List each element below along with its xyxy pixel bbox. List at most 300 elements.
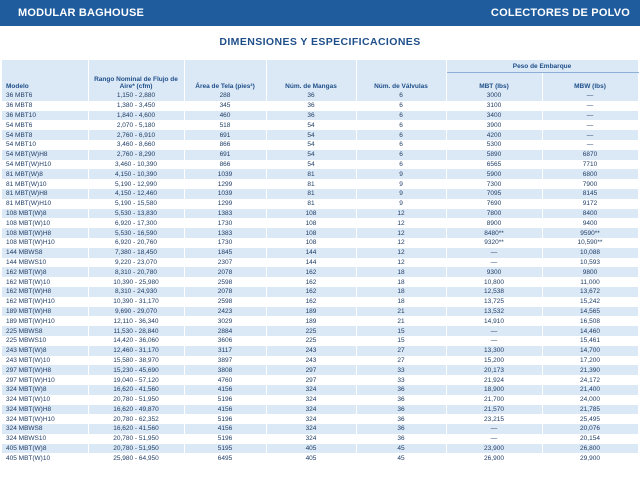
cell-bags: 81 xyxy=(266,189,356,199)
cell-valves: 36 xyxy=(356,385,446,395)
section-title: DIMENSIONES Y ESPECIFICACIONES xyxy=(219,36,421,48)
cell-valves: 9 xyxy=(356,189,446,199)
cell-mbt-weight: 4200 xyxy=(446,130,542,140)
cell-mbt-weight: 3900 xyxy=(446,120,542,130)
cell-mbw-weight: 7900 xyxy=(542,179,638,189)
cell-flow: 15,230 - 45,690 xyxy=(88,365,184,375)
cell-mbw-weight: 25,495 xyxy=(542,414,638,424)
cell-mbt-weight: 13,300 xyxy=(446,346,542,356)
cell-mbw-weight: 10,593 xyxy=(542,258,638,268)
cell-cloth-area: 5195 xyxy=(184,444,266,454)
cell-bags: 405 xyxy=(266,444,356,454)
cell-mbt-weight: 18,900 xyxy=(446,385,542,395)
cell-model: 405 MBT(W)8 xyxy=(2,444,88,454)
cell-valves: 6 xyxy=(356,101,446,111)
cell-mbt-weight: 26,900 xyxy=(446,453,542,463)
cell-mbt-weight: — xyxy=(446,336,542,346)
cell-valves: 18 xyxy=(356,287,446,297)
cell-valves: 9 xyxy=(356,199,446,209)
cell-mbt-weight: 14,910 xyxy=(446,316,542,326)
cell-flow: 1,150 - 2,880 xyxy=(88,91,184,101)
table-row xyxy=(2,346,638,356)
cell-mbt-weight: 6565 xyxy=(446,160,542,170)
cell-mbt-weight: 21,570 xyxy=(446,405,542,415)
col-header-mbt: MBT (lbs) xyxy=(446,73,542,92)
specs-table-container xyxy=(2,60,638,463)
cell-model: 108 MBT(W)H10 xyxy=(2,238,88,248)
table-row xyxy=(2,277,638,287)
cell-model: 324 MBT(W)10 xyxy=(2,395,88,405)
table-row xyxy=(2,150,638,160)
cell-model: 54 MBT6 xyxy=(2,120,88,130)
cell-bags: 54 xyxy=(266,150,356,160)
cell-mbw-weight: — xyxy=(542,91,638,101)
table-row xyxy=(2,385,638,395)
cell-valves: 6 xyxy=(356,150,446,160)
cell-mbt-weight: 21,924 xyxy=(446,375,542,385)
cell-model: 162 MBT(W)10 xyxy=(2,277,88,287)
cell-flow: 16,620 - 41,560 xyxy=(88,424,184,434)
cell-valves: 9 xyxy=(356,169,446,179)
table-row xyxy=(2,405,638,415)
cell-bags: 108 xyxy=(266,228,356,238)
table-row xyxy=(2,316,638,326)
cell-model: 81 MBT(W)10 xyxy=(2,179,88,189)
cell-flow: 5,530 - 13,830 xyxy=(88,209,184,219)
cell-flow: 10,390 - 25,980 xyxy=(88,277,184,287)
cell-mbw-weight: 9172 xyxy=(542,199,638,209)
cell-model: 54 MBT(W)H10 xyxy=(2,160,88,170)
cell-valves: 15 xyxy=(356,326,446,336)
cell-valves: 33 xyxy=(356,375,446,385)
cell-mbt-weight: 20,173 xyxy=(446,365,542,375)
cell-flow: 9,690 - 29,070 xyxy=(88,307,184,317)
cell-model: 162 MBT(W)H8 xyxy=(2,287,88,297)
cell-mbw-weight: 16,508 xyxy=(542,316,638,326)
cell-bags: 36 xyxy=(266,111,356,121)
cell-model: 108 MBT(W)8 xyxy=(2,209,88,219)
cell-cloth-area: 1039 xyxy=(184,189,266,199)
col-header-bags: Núm. de Mangas xyxy=(266,60,356,91)
cell-cloth-area: 866 xyxy=(184,140,266,150)
cell-cloth-area: 288 xyxy=(184,91,266,101)
cell-cloth-area: 2884 xyxy=(184,326,266,336)
cell-bags: 225 xyxy=(266,336,356,346)
table-row xyxy=(2,169,638,179)
table-row xyxy=(2,287,638,297)
cell-valves: 27 xyxy=(356,346,446,356)
cell-bags: 54 xyxy=(266,140,356,150)
table-row xyxy=(2,160,638,170)
cell-mbw-weight: 6870 xyxy=(542,150,638,160)
cell-cloth-area: 1730 xyxy=(184,238,266,248)
cell-cloth-area: 1039 xyxy=(184,169,266,179)
cell-mbt-weight: 13,725 xyxy=(446,297,542,307)
col-header-valves: Núm. de Válvulas xyxy=(356,60,446,91)
cell-mbt-weight: 8480** xyxy=(446,228,542,238)
cell-flow: 20,780 - 51,950 xyxy=(88,444,184,454)
cell-cloth-area: 2078 xyxy=(184,267,266,277)
cell-valves: 12 xyxy=(356,228,446,238)
cell-model: 144 MBWS10 xyxy=(2,258,88,268)
cell-bags: 162 xyxy=(266,287,356,297)
cell-mbt-weight: 5890 xyxy=(446,150,542,160)
cell-mbw-weight: 14,565 xyxy=(542,307,638,317)
cell-model: 243 MBT(W)8 xyxy=(2,346,88,356)
cell-cloth-area: 1299 xyxy=(184,199,266,209)
cell-flow: 3,460 - 8,660 xyxy=(88,140,184,150)
col-header-mbw: MBW (lbs) xyxy=(542,73,638,92)
cell-valves: 6 xyxy=(356,111,446,121)
table-row xyxy=(2,248,638,258)
cell-bags: 54 xyxy=(266,160,356,170)
table-row xyxy=(2,238,638,248)
cell-bags: 162 xyxy=(266,267,356,277)
cell-valves: 21 xyxy=(356,316,446,326)
cell-model: 108 MBT(W)H8 xyxy=(2,228,88,238)
cell-cloth-area: 1383 xyxy=(184,228,266,238)
cell-model: 189 MBT(W)H10 xyxy=(2,316,88,326)
table-row xyxy=(2,297,638,307)
cell-mbw-weight: 9800 xyxy=(542,267,638,277)
cell-valves: 33 xyxy=(356,365,446,375)
table-row xyxy=(2,130,638,140)
cell-flow: 2,760 - 6,910 xyxy=(88,130,184,140)
table-row xyxy=(2,111,638,121)
cell-model: 36 MBT6 xyxy=(2,91,88,101)
specs-table xyxy=(2,60,639,463)
cell-flow: 16,620 - 41,560 xyxy=(88,385,184,395)
cell-mbt-weight: 7800 xyxy=(446,209,542,219)
table-row xyxy=(2,414,638,424)
cell-cloth-area: 1299 xyxy=(184,179,266,189)
cell-mbw-weight: — xyxy=(542,120,638,130)
cell-cloth-area: 3606 xyxy=(184,336,266,346)
cell-valves: 18 xyxy=(356,277,446,287)
cell-model: 81 MBT(W)H8 xyxy=(2,189,88,199)
cell-mbw-weight: 20,076 xyxy=(542,424,638,434)
cell-bags: 324 xyxy=(266,424,356,434)
cell-mbw-weight: 14,460 xyxy=(542,326,638,336)
cell-bags: 243 xyxy=(266,356,356,366)
cell-mbt-weight: 7690 xyxy=(446,199,542,209)
cell-flow: 12,460 - 31,170 xyxy=(88,346,184,356)
cell-model: 108 MBT(W)10 xyxy=(2,218,88,228)
cell-flow: 4,150 - 12,460 xyxy=(88,189,184,199)
cell-valves: 6 xyxy=(356,120,446,130)
cell-flow: 20,780 - 62,352 xyxy=(88,414,184,424)
cell-valves: 12 xyxy=(356,238,446,248)
cell-model: 324 MBT(W)8 xyxy=(2,385,88,395)
cell-flow: 10,390 - 31,170 xyxy=(88,297,184,307)
cell-bags: 324 xyxy=(266,434,356,444)
cell-flow: 6,920 - 20,760 xyxy=(88,238,184,248)
cell-bags: 108 xyxy=(266,238,356,248)
cell-model: 81 MBT(W)8 xyxy=(2,169,88,179)
cell-mbt-weight: 13,532 xyxy=(446,307,542,317)
cell-bags: 54 xyxy=(266,130,356,140)
cell-model: 297 MBT(W)H10 xyxy=(2,375,88,385)
col-header-weight-group: Peso de Embarque xyxy=(446,60,638,73)
table-row xyxy=(2,91,638,101)
cell-mbt-weight: 7095 xyxy=(446,189,542,199)
cell-bags: 54 xyxy=(266,120,356,130)
cell-flow: 5,190 - 12,990 xyxy=(88,179,184,189)
cell-mbt-weight: 21,700 xyxy=(446,395,542,405)
cell-flow: 11,530 - 28,840 xyxy=(88,326,184,336)
cell-cloth-area: 691 xyxy=(184,150,266,160)
cell-mbt-weight: 23,900 xyxy=(446,444,542,454)
table-row xyxy=(2,120,638,130)
cell-flow: 7,380 - 18,450 xyxy=(88,248,184,258)
cell-valves: 12 xyxy=(356,258,446,268)
cell-model: 36 MBT10 xyxy=(2,111,88,121)
cell-mbw-weight: 24,172 xyxy=(542,375,638,385)
cell-model: 81 MBT(W)H10 xyxy=(2,199,88,209)
cell-flow: 15,580 - 38,970 xyxy=(88,356,184,366)
table-row xyxy=(2,336,638,346)
cell-model: 36 MBT8 xyxy=(2,101,88,111)
cell-flow: 2,070 - 5,180 xyxy=(88,120,184,130)
cell-mbw-weight: 10,088 xyxy=(542,248,638,258)
cell-mbt-weight: 3400 xyxy=(446,111,542,121)
table-row xyxy=(2,267,638,277)
cell-mbw-weight: 21,400 xyxy=(542,385,638,395)
cell-mbw-weight: — xyxy=(542,130,638,140)
cell-model: 54 MBT(W)H8 xyxy=(2,150,88,160)
table-row xyxy=(2,453,638,463)
cell-valves: 36 xyxy=(356,414,446,424)
cell-bags: 36 xyxy=(266,101,356,111)
cell-mbt-weight: — xyxy=(446,258,542,268)
cell-flow: 20,780 - 51,950 xyxy=(88,434,184,444)
cell-valves: 9 xyxy=(356,179,446,189)
cell-bags: 162 xyxy=(266,277,356,287)
cell-model: 162 MBT(W)8 xyxy=(2,267,88,277)
cell-cloth-area: 1383 xyxy=(184,209,266,219)
cell-cloth-area: 4156 xyxy=(184,405,266,415)
cell-bags: 81 xyxy=(266,179,356,189)
cell-bags: 144 xyxy=(266,248,356,258)
cell-cloth-area: 3117 xyxy=(184,346,266,356)
cell-valves: 18 xyxy=(356,267,446,277)
cell-mbt-weight: 9320** xyxy=(446,238,542,248)
table-row xyxy=(2,228,638,238)
table-row xyxy=(2,199,638,209)
cell-cloth-area: 2598 xyxy=(184,277,266,287)
table-row xyxy=(2,101,638,111)
cell-bags: 108 xyxy=(266,218,356,228)
cell-valves: 12 xyxy=(356,218,446,228)
cell-mbt-weight: 5300 xyxy=(446,140,542,150)
cell-cloth-area: 518 xyxy=(184,120,266,130)
cell-bags: 81 xyxy=(266,169,356,179)
cell-flow: 12,110 - 36,340 xyxy=(88,316,184,326)
cell-mbw-weight: 29,900 xyxy=(542,453,638,463)
cell-mbw-weight: 26,800 xyxy=(542,444,638,454)
cell-cloth-area: 4760 xyxy=(184,375,266,385)
cell-bags: 189 xyxy=(266,307,356,317)
cell-valves: 6 xyxy=(356,160,446,170)
cell-bags: 108 xyxy=(266,209,356,219)
cell-bags: 162 xyxy=(266,297,356,307)
cell-model: 324 MBT(W)H10 xyxy=(2,414,88,424)
cell-mbw-weight: 24,000 xyxy=(542,395,638,405)
cell-mbw-weight: 15,461 xyxy=(542,336,638,346)
cell-cloth-area: 6495 xyxy=(184,453,266,463)
cell-mbt-weight: 3100 xyxy=(446,101,542,111)
cell-valves: 36 xyxy=(356,434,446,444)
cell-mbt-weight: 8900 xyxy=(446,218,542,228)
cell-flow: 9,220 - 23,070 xyxy=(88,258,184,268)
cell-flow: 5,190 - 15,580 xyxy=(88,199,184,209)
cell-model: 225 MBWS8 xyxy=(2,326,88,336)
cell-mbt-weight: — xyxy=(446,326,542,336)
table-row xyxy=(2,424,638,434)
cell-model: 297 MBT(W)H8 xyxy=(2,365,88,375)
cell-bags: 324 xyxy=(266,405,356,415)
specs-table-body xyxy=(2,91,638,463)
cell-mbw-weight: 9590** xyxy=(542,228,638,238)
cell-bags: 225 xyxy=(266,326,356,336)
table-row xyxy=(2,434,638,444)
header-left-title: MODULAR BAGHOUSE xyxy=(18,7,145,19)
cell-cloth-area: 460 xyxy=(184,111,266,121)
cell-mbw-weight: 10,590** xyxy=(542,238,638,248)
cell-cloth-area: 2307 xyxy=(184,258,266,268)
cell-flow: 1,840 - 4,600 xyxy=(88,111,184,121)
cell-bags: 81 xyxy=(266,199,356,209)
cell-bags: 297 xyxy=(266,375,356,385)
cell-bags: 297 xyxy=(266,365,356,375)
cell-valves: 6 xyxy=(356,140,446,150)
cell-bags: 324 xyxy=(266,414,356,424)
cell-valves: 36 xyxy=(356,405,446,415)
cell-mbt-weight: — xyxy=(446,424,542,434)
cell-valves: 12 xyxy=(356,209,446,219)
cell-flow: 8,310 - 24,930 xyxy=(88,287,184,297)
cell-flow: 16,620 - 49,870 xyxy=(88,405,184,415)
cell-flow: 5,530 - 16,590 xyxy=(88,228,184,238)
cell-cloth-area: 3808 xyxy=(184,365,266,375)
cell-mbw-weight: 14,700 xyxy=(542,346,638,356)
cell-mbw-weight: — xyxy=(542,101,638,111)
cell-mbw-weight: 6800 xyxy=(542,169,638,179)
table-row xyxy=(2,356,638,366)
table-row xyxy=(2,218,638,228)
cell-model: 324 MBWS10 xyxy=(2,434,88,444)
table-row xyxy=(2,395,638,405)
cell-model: 324 MBT(W)H8 xyxy=(2,405,88,415)
cell-valves: 6 xyxy=(356,91,446,101)
cell-valves: 18 xyxy=(356,297,446,307)
cell-mbt-weight: 23,215 xyxy=(446,414,542,424)
cell-cloth-area: 3897 xyxy=(184,356,266,366)
cell-cloth-area: 2423 xyxy=(184,307,266,317)
cell-cloth-area: 1845 xyxy=(184,248,266,258)
cell-flow: 4,150 - 10,390 xyxy=(88,169,184,179)
cell-model: 189 MBT(W)H8 xyxy=(2,307,88,317)
cell-model: 225 MBWS10 xyxy=(2,336,88,346)
cell-flow: 14,420 - 36,060 xyxy=(88,336,184,346)
cell-cloth-area: 1730 xyxy=(184,218,266,228)
cell-mbw-weight: 8145 xyxy=(542,189,638,199)
cell-cloth-area: 5196 xyxy=(184,395,266,405)
table-row xyxy=(2,444,638,454)
cell-valves: 15 xyxy=(356,336,446,346)
table-row xyxy=(2,140,638,150)
cell-model: 324 MBWS8 xyxy=(2,424,88,434)
table-row xyxy=(2,258,638,268)
cell-cloth-area: 2078 xyxy=(184,287,266,297)
col-header-model: Modelo xyxy=(2,60,88,91)
header-right-title: COLECTORES DE POLVO xyxy=(490,7,630,19)
cell-mbw-weight: 21,390 xyxy=(542,365,638,375)
cell-valves: 12 xyxy=(356,248,446,258)
cell-cloth-area: 2598 xyxy=(184,297,266,307)
cell-flow: 20,780 - 51,950 xyxy=(88,395,184,405)
cell-model: 405 MBT(W)10 xyxy=(2,453,88,463)
cell-mbt-weight: — xyxy=(446,248,542,258)
cell-flow: 3,460 - 10,390 xyxy=(88,160,184,170)
cell-flow: 8,310 - 20,780 xyxy=(88,267,184,277)
cell-valves: 36 xyxy=(356,395,446,405)
col-header-cloth-area: Área de Tela (pies²) xyxy=(184,60,266,91)
cell-mbw-weight: — xyxy=(542,140,638,150)
cell-bags: 324 xyxy=(266,395,356,405)
cell-mbw-weight: 21,785 xyxy=(542,405,638,415)
cell-model: 54 MBT10 xyxy=(2,140,88,150)
header-bar xyxy=(0,0,640,26)
cell-mbt-weight: 15,200 xyxy=(446,356,542,366)
cell-cloth-area: 866 xyxy=(184,160,266,170)
cell-valves: 45 xyxy=(356,444,446,454)
cell-mbw-weight: — xyxy=(542,111,638,121)
cell-bags: 144 xyxy=(266,258,356,268)
table-row xyxy=(2,365,638,375)
table-row xyxy=(2,179,638,189)
cell-mbw-weight: 7710 xyxy=(542,160,638,170)
cell-mbw-weight: 8400 xyxy=(542,209,638,219)
cell-flow: 2,760 - 8,290 xyxy=(88,150,184,160)
cell-mbw-weight: 9400 xyxy=(542,218,638,228)
cell-mbw-weight: 11,000 xyxy=(542,277,638,287)
cell-bags: 324 xyxy=(266,385,356,395)
cell-cloth-area: 5196 xyxy=(184,414,266,424)
cell-valves: 36 xyxy=(356,424,446,434)
cell-bags: 405 xyxy=(266,453,356,463)
specs-table-header xyxy=(2,60,638,91)
cell-valves: 27 xyxy=(356,356,446,366)
cell-mbt-weight: 3000 xyxy=(446,91,542,101)
table-row xyxy=(2,209,638,219)
cell-model: 54 MBT8 xyxy=(2,130,88,140)
cell-flow: 6,920 - 17,300 xyxy=(88,218,184,228)
cell-flow: 19,040 - 57,120 xyxy=(88,375,184,385)
cell-mbt-weight: 12,538 xyxy=(446,287,542,297)
table-row xyxy=(2,189,638,199)
cell-cloth-area: 5196 xyxy=(184,434,266,444)
cell-model: 162 MBT(W)H10 xyxy=(2,297,88,307)
cell-cloth-area: 3029 xyxy=(184,316,266,326)
cell-cloth-area: 345 xyxy=(184,101,266,111)
cell-mbw-weight: 20,154 xyxy=(542,434,638,444)
cell-cloth-area: 4156 xyxy=(184,424,266,434)
cell-valves: 21 xyxy=(356,307,446,317)
cell-bags: 243 xyxy=(266,346,356,356)
cell-mbw-weight: 13,672 xyxy=(542,287,638,297)
cell-cloth-area: 691 xyxy=(184,130,266,140)
